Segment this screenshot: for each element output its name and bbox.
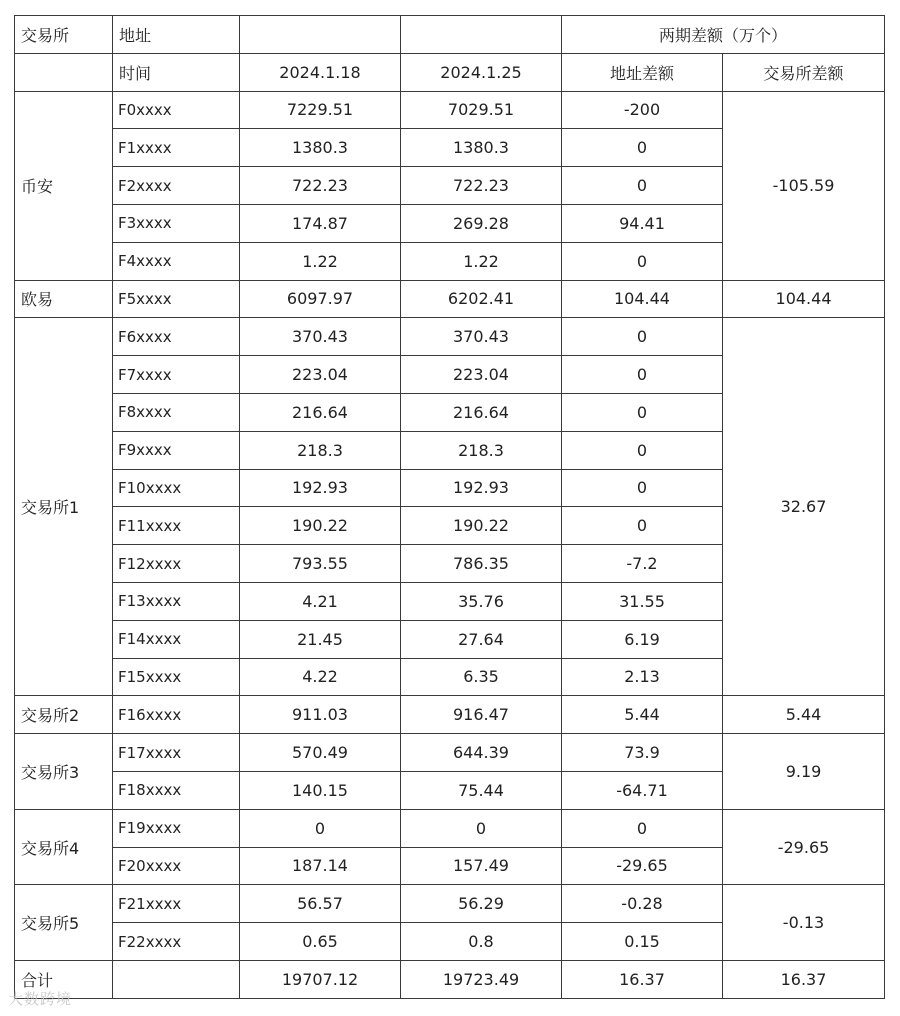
value-date2: 35.76	[401, 582, 562, 620]
address-diff: 94.41	[562, 204, 723, 242]
address-cell: F4xxxx	[113, 242, 240, 280]
exchange-name: 欧易	[15, 280, 113, 318]
address-diff: 6.19	[562, 620, 723, 658]
address-cell: F3xxxx	[113, 204, 240, 242]
exchange-diff: -29.65	[723, 809, 885, 885]
address-cell: F8xxxx	[113, 393, 240, 431]
header-ex-diff: 交易所差额	[723, 53, 885, 91]
value-date2: 6.35	[401, 658, 562, 696]
value-date2: 1.22	[401, 242, 562, 280]
header-address: 地址	[113, 16, 240, 54]
address-diff: -7.2	[562, 545, 723, 583]
value-date2: 1380.3	[401, 129, 562, 167]
table-row	[15, 280, 885, 318]
value-date1: 21.45	[240, 620, 401, 658]
address-diff: -64.71	[562, 771, 723, 809]
exchange-diff: 9.19	[723, 734, 885, 810]
address-cell: F15xxxx	[113, 658, 240, 696]
address-cell: F5xxxx	[113, 280, 240, 318]
exchange-name: 交易所4	[15, 809, 113, 885]
address-diff: 31.55	[562, 582, 723, 620]
address-cell: F18xxxx	[113, 771, 240, 809]
value-date2: 370.43	[401, 318, 562, 356]
value-date1: 187.14	[240, 847, 401, 885]
address-diff: 0	[562, 809, 723, 847]
exchange-name: 交易所1	[15, 318, 113, 696]
address-cell: F1xxxx	[113, 129, 240, 167]
value-date2: 0	[401, 809, 562, 847]
address-diff: 0	[562, 507, 723, 545]
header-time: 时间	[113, 53, 240, 91]
address-diff: 0	[562, 356, 723, 394]
value-date1: 370.43	[240, 318, 401, 356]
value-date1: 192.93	[240, 469, 401, 507]
address-diff: -29.65	[562, 847, 723, 885]
exchange-diff: 32.67	[723, 318, 885, 696]
address-diff: 0	[562, 242, 723, 280]
address-diff: 2.13	[562, 658, 723, 696]
value-date2: 6202.41	[401, 280, 562, 318]
value-date2: 223.04	[401, 356, 562, 394]
address-cell: F13xxxx	[113, 582, 240, 620]
exchange-diff: 104.44	[723, 280, 885, 318]
value-date1: 174.87	[240, 204, 401, 242]
value-date2: 218.3	[401, 431, 562, 469]
address-diff: 5.44	[562, 696, 723, 734]
value-date2: 157.49	[401, 847, 562, 885]
value-date1: 140.15	[240, 771, 401, 809]
header-date2: 2024.1.25	[401, 53, 562, 91]
address-diff: 104.44	[562, 280, 723, 318]
address-cell: F22xxxx	[113, 923, 240, 961]
address-diff: 0	[562, 431, 723, 469]
address-cell: F9xxxx	[113, 431, 240, 469]
header-empty-3	[15, 53, 113, 91]
total-ex-diff: 16.37	[723, 960, 885, 998]
value-date2: 722.23	[401, 167, 562, 205]
address-cell: F6xxxx	[113, 318, 240, 356]
value-date1: 722.23	[240, 167, 401, 205]
header-row-2	[15, 53, 885, 91]
address-diff: 0.15	[562, 923, 723, 961]
address-cell: F14xxxx	[113, 620, 240, 658]
total-label: 合计	[15, 960, 113, 998]
address-diff: 0	[562, 318, 723, 356]
total-row	[15, 960, 885, 998]
value-date1: 911.03	[240, 696, 401, 734]
header-row-1	[15, 16, 885, 54]
value-date1: 190.22	[240, 507, 401, 545]
total-empty	[113, 960, 240, 998]
address-diff: 0	[562, 393, 723, 431]
address-diff: -0.28	[562, 885, 723, 923]
value-date1: 223.04	[240, 356, 401, 394]
value-date1: 4.21	[240, 582, 401, 620]
value-date1: 218.3	[240, 431, 401, 469]
address-cell: F7xxxx	[113, 356, 240, 394]
header-empty-1	[240, 16, 401, 54]
address-diff: 0	[562, 129, 723, 167]
value-date1: 793.55	[240, 545, 401, 583]
table-row	[15, 91, 885, 129]
total-v2: 19723.49	[401, 960, 562, 998]
table-row	[15, 318, 885, 356]
address-diff: -200	[562, 91, 723, 129]
value-date1: 56.57	[240, 885, 401, 923]
exchange-diff: -105.59	[723, 91, 885, 280]
value-date2: 786.35	[401, 545, 562, 583]
header-empty-2	[401, 16, 562, 54]
address-cell: F16xxxx	[113, 696, 240, 734]
value-date2: 216.64	[401, 393, 562, 431]
value-date1: 0.65	[240, 923, 401, 961]
header-date1: 2024.1.18	[240, 53, 401, 91]
value-date1: 1380.3	[240, 129, 401, 167]
address-cell: F11xxxx	[113, 507, 240, 545]
value-date2: 269.28	[401, 204, 562, 242]
address-cell: F2xxxx	[113, 167, 240, 205]
table-row	[15, 809, 885, 847]
value-date2: 7029.51	[401, 91, 562, 129]
value-date1: 570.49	[240, 734, 401, 772]
address-cell: F17xxxx	[113, 734, 240, 772]
value-date1: 4.22	[240, 658, 401, 696]
value-date1: 1.22	[240, 242, 401, 280]
value-date2: 27.64	[401, 620, 562, 658]
address-cell: F0xxxx	[113, 91, 240, 129]
exchange-name: 交易所2	[15, 696, 113, 734]
address-cell: F12xxxx	[113, 545, 240, 583]
watermark: 大数跨境	[8, 990, 73, 1008]
value-date2: 75.44	[401, 771, 562, 809]
address-cell: F19xxxx	[113, 809, 240, 847]
total-v1: 19707.12	[240, 960, 401, 998]
total-addr-diff: 16.37	[562, 960, 723, 998]
value-date2: 192.93	[401, 469, 562, 507]
address-diff: 0	[562, 167, 723, 205]
address-cell: F10xxxx	[113, 469, 240, 507]
exchange-diff: -0.13	[723, 885, 885, 961]
value-date1: 6097.97	[240, 280, 401, 318]
exchange-name: 交易所3	[15, 734, 113, 810]
value-date1: 216.64	[240, 393, 401, 431]
value-date2: 56.29	[401, 885, 562, 923]
table-body	[15, 91, 885, 960]
value-date2: 190.22	[401, 507, 562, 545]
header-addr-diff: 地址差额	[562, 53, 723, 91]
exchange-name: 币安	[15, 91, 113, 280]
address-cell: F20xxxx	[113, 847, 240, 885]
header-exchange: 交易所	[15, 16, 113, 54]
value-date2: 644.39	[401, 734, 562, 772]
address-diff: 0	[562, 469, 723, 507]
exchange-address-table	[14, 15, 885, 999]
address-diff: 73.9	[562, 734, 723, 772]
value-date2: 916.47	[401, 696, 562, 734]
value-date1: 0	[240, 809, 401, 847]
exchange-diff: 5.44	[723, 696, 885, 734]
table-row	[15, 734, 885, 772]
table-row	[15, 885, 885, 923]
exchange-name: 交易所5	[15, 885, 113, 961]
header-diff-group: 两期差额（万个）	[562, 16, 885, 54]
table-row	[15, 696, 885, 734]
value-date1: 7229.51	[240, 91, 401, 129]
address-cell: F21xxxx	[113, 885, 240, 923]
value-date2: 0.8	[401, 923, 562, 961]
